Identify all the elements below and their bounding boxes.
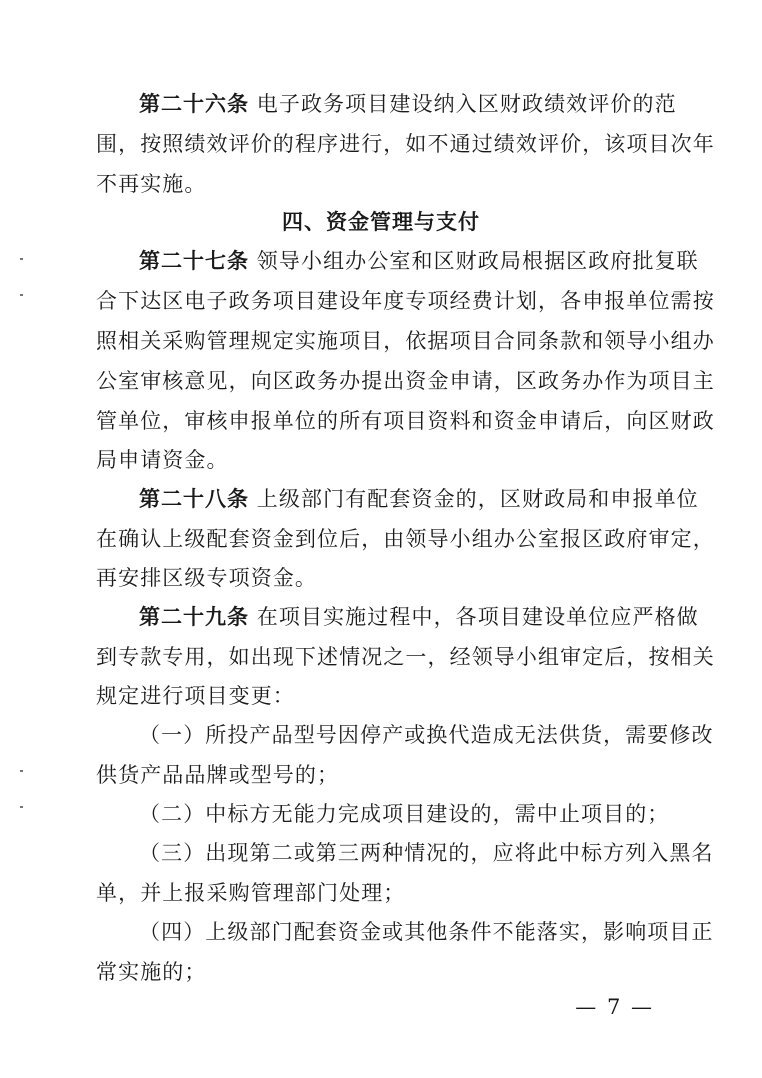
item-4-line-2: 常实施的；: [96, 960, 207, 984]
article-29-text: 在项目实施过程中，各项目建设单位应严格做: [256, 605, 699, 629]
article-27-text: 领导小组办公室和区财政局根据区政府批复联: [256, 249, 699, 273]
item-1-line-1: （一）所投产品型号因停产或换代造成无法供货，需要修改: [139, 723, 714, 747]
scan-mark: [20, 294, 23, 296]
article-27-line-6: 局申请资金。: [96, 448, 229, 472]
article-27-heading: 第二十七条: [139, 249, 249, 273]
article-29-first-line: [139, 603, 699, 631]
article-27-first-line: [139, 247, 699, 275]
article-28-first-line: [139, 485, 699, 513]
item-2-line-1: （二）中标方无能力完成项目建设的，需中止项目的；: [139, 802, 670, 826]
article-28-text: 上级部门有配套资金的，区财政局和申报单位: [256, 487, 699, 511]
article-26-text: 电子政务项目建设纳入区财政绩效评价的范: [256, 92, 677, 116]
page-number: — 7 —: [575, 995, 654, 1019]
item-4-line-1: （四）上级部门配套资金或其他条件不能落实，影响项目正: [139, 920, 714, 944]
article-28-line-2: 在确认上级配套资金到位后，由领导小组办公室报区政府审定，: [96, 527, 715, 551]
article-27-line-3: 照相关采购管理规定实施项目，依据项目合同条款和领导小组办: [96, 329, 715, 353]
scan-mark: [20, 806, 23, 808]
article-28-heading: 第二十八条: [139, 487, 249, 511]
article-26-line-2: 围，按照绩效评价的程序进行，如不通过绩效评价，该项目次年: [96, 132, 715, 156]
article-29-heading: 第二十九条: [139, 605, 249, 629]
item-3-line-2: 单，并上报采购管理部门处理；: [96, 881, 406, 905]
article-26-line-3: 不再实施。: [96, 172, 207, 196]
article-27-line-2: 合下达区电子政务项目建设年度专项经费计划，各申报单位需按: [96, 289, 715, 313]
article-27-line-4: 公室审核意见，向区政务办提出资金申请，区政务办作为项目主: [96, 369, 715, 393]
article-26-first-line: [139, 90, 677, 118]
section-heading: 四、资金管理与支付: [282, 210, 480, 234]
article-29-line-2: 到专款专用，如出现下述情况之一，经领导小组审定后，按相关: [96, 645, 715, 669]
article-26-heading: 第二十六条: [139, 92, 249, 116]
scan-mark: [20, 770, 23, 772]
article-29-line-3: 规定进行项目变更：: [96, 684, 295, 708]
article-28-line-3: 再安排区级专项资金。: [96, 566, 317, 590]
scan-mark: [20, 258, 23, 260]
article-27-line-5: 管单位，审核申报单位的所有项目资料和资金申请后，向区财政: [96, 409, 715, 433]
item-3-line-1: （三）出现第二或第三两种情况的，应将此中标方列入黑名: [139, 841, 714, 865]
item-1-line-2: 供货产品品牌或型号的；: [96, 763, 340, 787]
